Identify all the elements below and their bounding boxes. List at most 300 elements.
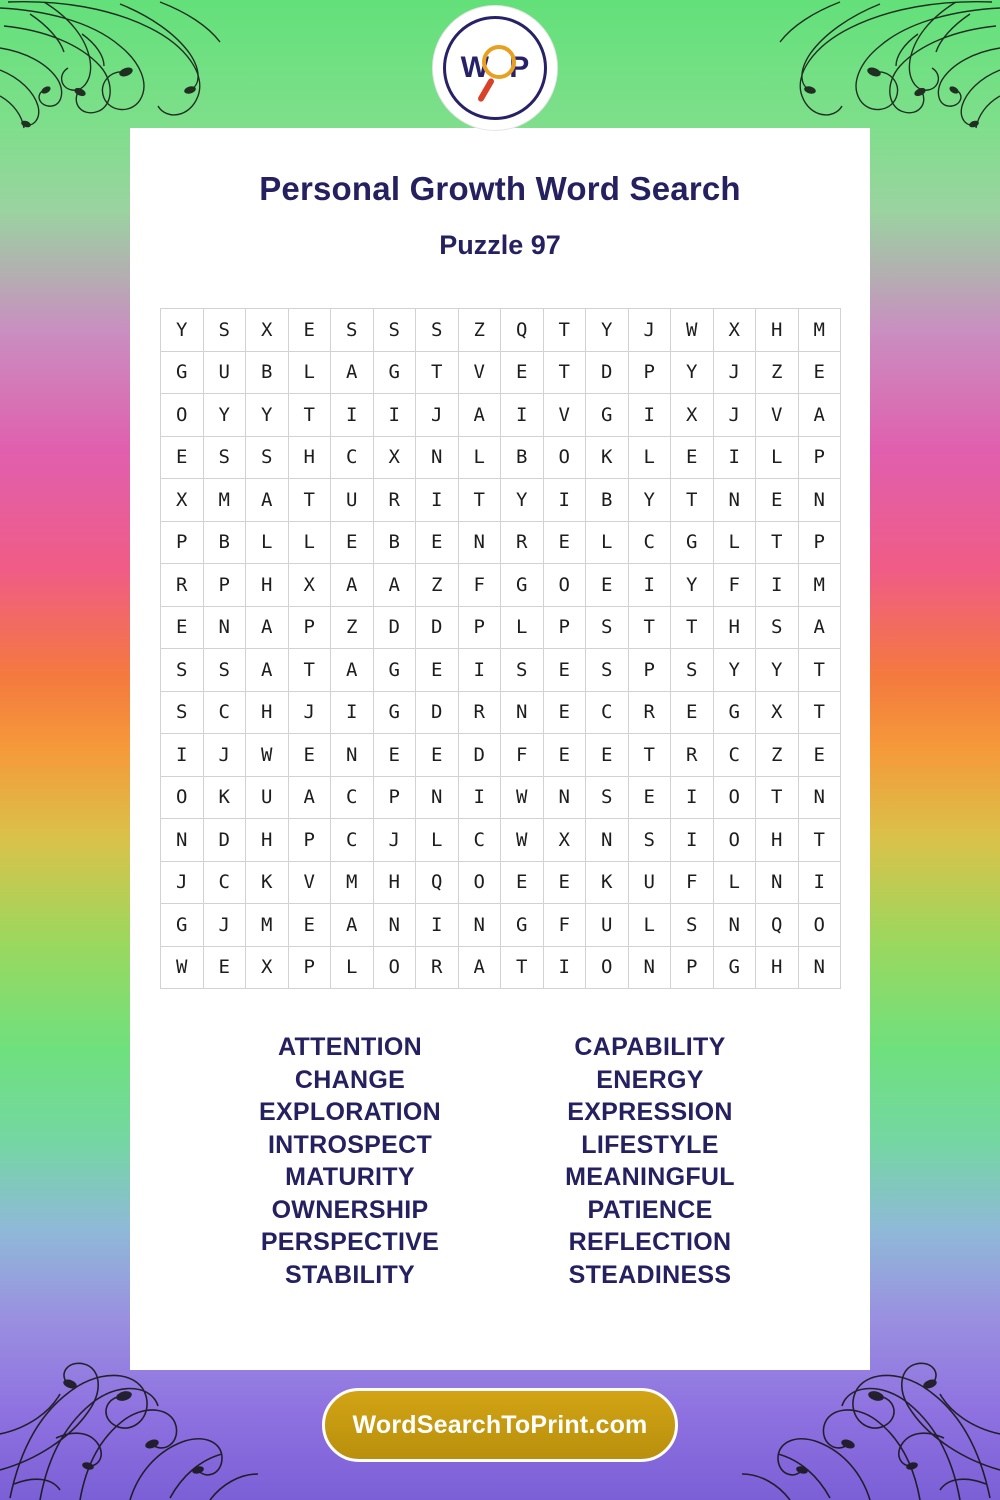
grid-cell[interactable]: U xyxy=(246,776,289,819)
grid-cell[interactable]: L xyxy=(416,819,459,862)
word-list-item: STABILITY xyxy=(284,1260,415,1289)
grid-cell[interactable]: N xyxy=(713,479,756,522)
grid-cell[interactable]: C xyxy=(331,819,374,862)
grid-cell[interactable]: L xyxy=(628,904,671,947)
grid-cell[interactable]: E xyxy=(543,691,586,734)
grid-cell[interactable]: G xyxy=(373,691,416,734)
grid-cell[interactable]: A xyxy=(331,649,374,692)
grid-cell[interactable]: O xyxy=(543,564,586,607)
grid-cell[interactable]: X xyxy=(288,564,331,607)
grid-cell[interactable]: H xyxy=(713,606,756,649)
grid-cell[interactable]: X xyxy=(713,309,756,352)
grid-cell[interactable]: H xyxy=(373,861,416,904)
grid-cell[interactable]: N xyxy=(798,946,841,989)
grid-cell[interactable]: J xyxy=(713,351,756,394)
grid-cell[interactable]: J xyxy=(628,309,671,352)
grid-cell[interactable]: C xyxy=(331,436,374,479)
word-search-grid xyxy=(160,308,840,989)
grid-cell[interactable]: S xyxy=(586,606,629,649)
grid-cell[interactable]: I xyxy=(373,394,416,437)
grid-cell[interactable]: D xyxy=(373,606,416,649)
grid-cell[interactable]: A xyxy=(331,904,374,947)
word-list-item: CAPABILITY xyxy=(574,1033,726,1061)
grid-cell[interactable]: W xyxy=(161,946,204,989)
grid-cell[interactable]: A xyxy=(331,564,374,607)
grid-cell[interactable]: X xyxy=(246,309,289,352)
grid-cell[interactable]: O xyxy=(543,436,586,479)
word-list-item: INTROSPECT xyxy=(267,1130,433,1159)
grid-cell[interactable]: D xyxy=(458,734,501,777)
grid-cell[interactable]: E xyxy=(416,521,459,564)
word-list-item: EXPRESSION xyxy=(567,1098,733,1126)
grid-cell[interactable]: L xyxy=(246,521,289,564)
grid-cell[interactable]: X xyxy=(756,691,799,734)
grid-cell[interactable]: D xyxy=(416,606,459,649)
grid-cell[interactable]: T xyxy=(628,734,671,777)
grid-cell[interactable]: S xyxy=(416,309,459,352)
logo-inner-ring xyxy=(443,16,547,120)
grid-cell[interactable]: Y xyxy=(203,394,246,437)
grid-cell[interactable]: F xyxy=(501,734,544,777)
grid-cell[interactable]: Y xyxy=(501,479,544,522)
grid-cell[interactable]: X xyxy=(373,436,416,479)
grid-cell[interactable]: U xyxy=(628,861,671,904)
grid-cell[interactable]: X xyxy=(246,946,289,989)
grid-cell[interactable]: E xyxy=(501,351,544,394)
grid-cell[interactable]: T xyxy=(543,351,586,394)
grid-cell[interactable]: E xyxy=(543,734,586,777)
word-list-item: LIFESTYLE xyxy=(581,1130,719,1159)
word-list-item: MEANINGFUL xyxy=(565,1163,735,1191)
grid-cell[interactable]: P xyxy=(373,776,416,819)
grid-cell[interactable]: A xyxy=(246,479,289,522)
grid-cell[interactable]: T xyxy=(798,691,841,734)
grid-cell[interactable]: M xyxy=(246,904,289,947)
grid-cell[interactable]: Y xyxy=(586,309,629,352)
grid-cell[interactable]: A xyxy=(373,564,416,607)
magnifier-lens-icon xyxy=(482,45,516,79)
grid-cell[interactable]: N xyxy=(373,904,416,947)
grid-cell[interactable]: X xyxy=(161,479,204,522)
grid-cell[interactable]: G xyxy=(161,351,204,394)
word-list-item: OWNERSHIP xyxy=(271,1195,429,1224)
grid-row xyxy=(161,479,841,522)
grid-cell[interactable]: I xyxy=(458,776,501,819)
grid-cell[interactable]: Z xyxy=(331,606,374,649)
grid-cell[interactable]: R xyxy=(458,691,501,734)
grid-cell[interactable]: C xyxy=(628,521,671,564)
grid-cell[interactable]: C xyxy=(458,819,501,862)
grid-cell[interactable]: I xyxy=(628,564,671,607)
grid-cell[interactable]: P xyxy=(798,436,841,479)
grid-cell[interactable]: I xyxy=(628,394,671,437)
grid-cell[interactable]: N xyxy=(756,861,799,904)
grid-cell[interactable]: A xyxy=(288,776,331,819)
grid-cell[interactable]: S xyxy=(203,309,246,352)
grid-row xyxy=(161,946,841,989)
grid-cell[interactable]: K xyxy=(246,861,289,904)
grid-cell[interactable]: O xyxy=(161,776,204,819)
grid-cell[interactable]: D xyxy=(416,691,459,734)
grid-cell[interactable]: A xyxy=(458,946,501,989)
word-list-item: MATURITY xyxy=(285,1163,415,1191)
grid-cell[interactable]: H xyxy=(756,819,799,862)
grid-cell[interactable]: F xyxy=(458,564,501,607)
grid-row xyxy=(161,351,841,394)
grid-cell[interactable]: T xyxy=(543,309,586,352)
grid-cell[interactable]: E xyxy=(288,734,331,777)
grid-cell[interactable]: W xyxy=(501,819,544,862)
word-list-right-column xyxy=(500,1031,800,1291)
word-list-item: CHANGE xyxy=(294,1065,406,1094)
grid-cell[interactable]: P xyxy=(288,819,331,862)
grid-cell[interactable]: N xyxy=(416,436,459,479)
grid-row xyxy=(161,819,841,862)
grid-cell[interactable]: E xyxy=(288,309,331,352)
grid-cell[interactable]: E xyxy=(416,649,459,692)
grid-cell[interactable]: B xyxy=(373,521,416,564)
puzzle-page xyxy=(130,128,870,1370)
grid-row xyxy=(161,734,841,777)
grid-cell[interactable]: L xyxy=(586,521,629,564)
grid-cell[interactable]: N xyxy=(416,776,459,819)
grid-cell[interactable]: R xyxy=(671,734,714,777)
grid-cell[interactable]: I xyxy=(458,649,501,692)
grid-cell[interactable]: C xyxy=(203,861,246,904)
grid-cell[interactable]: N xyxy=(501,691,544,734)
grid-cell[interactable]: W xyxy=(501,776,544,819)
grid-cell[interactable]: Q xyxy=(416,861,459,904)
grid-cell[interactable]: G xyxy=(713,946,756,989)
grid-cell[interactable]: S xyxy=(756,606,799,649)
grid-cell[interactable]: H xyxy=(246,691,289,734)
grid-cell[interactable]: L xyxy=(288,351,331,394)
grid-cell[interactable]: S xyxy=(161,691,204,734)
grid-cell[interactable]: A xyxy=(331,351,374,394)
grid-cell[interactable]: S xyxy=(501,649,544,692)
grid-cell[interactable]: H xyxy=(246,564,289,607)
grid-cell[interactable]: D xyxy=(586,351,629,394)
grid-cell[interactable]: T xyxy=(288,479,331,522)
grid-row xyxy=(161,309,841,352)
grid-cell[interactable]: U xyxy=(586,904,629,947)
grid-cell[interactable]: S xyxy=(586,649,629,692)
grid-cell[interactable]: L xyxy=(756,436,799,479)
grid-cell[interactable]: T xyxy=(288,394,331,437)
grid-cell[interactable]: Y xyxy=(713,649,756,692)
word-list-item: ATTENTION xyxy=(278,1033,422,1061)
grid-cell[interactable]: N xyxy=(543,776,586,819)
grid-cell[interactable]: K xyxy=(586,436,629,479)
website-button-label: WordSearchToPrint.com xyxy=(352,1410,648,1439)
grid-cell[interactable]: V xyxy=(543,394,586,437)
grid-cell[interactable]: X xyxy=(543,819,586,862)
grid-cell[interactable]: A xyxy=(798,606,841,649)
grid-cell[interactable]: F xyxy=(671,861,714,904)
grid-cell[interactable]: H xyxy=(288,436,331,479)
grid-cell[interactable]: O xyxy=(713,776,756,819)
grid-cell[interactable]: Y xyxy=(671,564,714,607)
logo-text: W P xyxy=(460,51,536,84)
grid-cell[interactable]: E xyxy=(331,521,374,564)
grid-cell[interactable]: H xyxy=(756,309,799,352)
grid-cell[interactable]: E xyxy=(671,436,714,479)
grid-row xyxy=(161,861,841,904)
grid-cell[interactable]: C xyxy=(713,734,756,777)
grid-cell[interactable]: L xyxy=(288,521,331,564)
word-list-item: STEADINESS xyxy=(568,1260,732,1289)
grid-cell[interactable]: G xyxy=(373,351,416,394)
grid-cell[interactable]: O xyxy=(373,946,416,989)
grid-cell[interactable]: N xyxy=(458,904,501,947)
grid-cell[interactable]: B xyxy=(501,436,544,479)
grid-cell[interactable]: G xyxy=(586,394,629,437)
grid-cell[interactable]: G xyxy=(713,691,756,734)
grid-cell[interactable]: E xyxy=(416,734,459,777)
grid-cell[interactable]: N xyxy=(586,819,629,862)
grid-cell[interactable]: Q xyxy=(756,904,799,947)
grid-cell[interactable]: Y xyxy=(671,351,714,394)
grid-cell[interactable]: L xyxy=(713,861,756,904)
grid-cell[interactable]: R xyxy=(161,564,204,607)
grid-cell[interactable]: E xyxy=(288,904,331,947)
grid-cell[interactable]: T xyxy=(671,606,714,649)
site-logo xyxy=(433,6,557,130)
grid-cell[interactable]: A xyxy=(798,394,841,437)
grid-cell[interactable]: C xyxy=(331,776,374,819)
grid-cell[interactable]: A xyxy=(246,606,289,649)
grid-cell[interactable]: L xyxy=(331,946,374,989)
grid-cell[interactable]: S xyxy=(331,309,374,352)
grid-cell[interactable]: E xyxy=(756,479,799,522)
grid-cell[interactable]: A xyxy=(458,394,501,437)
grid-cell[interactable]: O xyxy=(713,819,756,862)
grid-cell[interactable]: N xyxy=(203,606,246,649)
grid-cell[interactable]: P xyxy=(628,649,671,692)
grid-cell[interactable]: E xyxy=(671,691,714,734)
grid-cell[interactable]: S xyxy=(161,649,204,692)
grid-cell[interactable]: M xyxy=(331,861,374,904)
grid-row xyxy=(161,436,841,479)
grid-cell[interactable]: P xyxy=(798,521,841,564)
grid-cell[interactable]: G xyxy=(161,904,204,947)
grid-cell[interactable]: T xyxy=(416,351,459,394)
grid-row xyxy=(161,691,841,734)
grid-cell[interactable]: H xyxy=(246,819,289,862)
grid-cell[interactable]: P xyxy=(458,606,501,649)
grid-cell[interactable]: L xyxy=(458,436,501,479)
grid-row xyxy=(161,564,841,607)
grid-cell[interactable]: E xyxy=(543,649,586,692)
grid-cell[interactable]: L xyxy=(713,521,756,564)
grid-cell[interactable]: C xyxy=(203,691,246,734)
grid-cell[interactable]: Z xyxy=(458,309,501,352)
grid-cell[interactable]: O xyxy=(586,946,629,989)
grid-cell[interactable]: I xyxy=(416,904,459,947)
grid-cell[interactable]: O xyxy=(161,394,204,437)
word-list-item: PERSPECTIVE xyxy=(260,1228,440,1256)
grid-cell[interactable]: G xyxy=(671,521,714,564)
grid-cell[interactable]: T xyxy=(756,521,799,564)
grid-cell[interactable]: I xyxy=(501,394,544,437)
grid-cell[interactable]: P xyxy=(543,606,586,649)
grid-cell[interactable]: J xyxy=(713,394,756,437)
grid-cell[interactable]: D xyxy=(203,819,246,862)
grid-cell[interactable]: S xyxy=(671,649,714,692)
grid-cell[interactable]: S xyxy=(246,436,289,479)
grid-cell[interactable]: E xyxy=(203,946,246,989)
grid-cell[interactable]: I xyxy=(543,946,586,989)
grid-cell[interactable]: O xyxy=(458,861,501,904)
grid-cell[interactable]: S xyxy=(203,649,246,692)
grid-cell[interactable]: O xyxy=(798,904,841,947)
grid-cell[interactable]: T xyxy=(756,776,799,819)
grid-cell[interactable]: G xyxy=(373,649,416,692)
word-list-left-column xyxy=(200,1031,500,1291)
word-list-item: ENERGY xyxy=(596,1065,704,1094)
grid-cell[interactable]: U xyxy=(203,351,246,394)
grid-cell[interactable]: Z xyxy=(416,564,459,607)
grid-row xyxy=(161,521,841,564)
grid-cell[interactable]: E xyxy=(161,436,204,479)
grid-cell[interactable]: P xyxy=(161,521,204,564)
grid-row xyxy=(161,606,841,649)
word-list xyxy=(130,1031,870,1291)
grid-cell[interactable]: S xyxy=(373,309,416,352)
grid-cell[interactable]: T xyxy=(671,479,714,522)
grid-cell[interactable]: J xyxy=(373,819,416,862)
grid-cell[interactable]: Q xyxy=(501,309,544,352)
grid-cell[interactable]: Y xyxy=(246,394,289,437)
grid-cell[interactable]: K xyxy=(586,861,629,904)
grid-cell[interactable]: F xyxy=(713,564,756,607)
grid-cell[interactable]: I xyxy=(416,479,459,522)
grid-cell[interactable]: E xyxy=(501,861,544,904)
grid-cell[interactable]: V xyxy=(756,394,799,437)
grid-cell[interactable]: N xyxy=(331,734,374,777)
grid-cell[interactable]: J xyxy=(288,691,331,734)
grid-cell[interactable]: I xyxy=(671,776,714,819)
grid-cell[interactable]: I xyxy=(756,564,799,607)
grid-cell[interactable]: I xyxy=(161,734,204,777)
grid-cell[interactable]: E xyxy=(798,351,841,394)
grid-cell[interactable]: P xyxy=(288,946,331,989)
grid-cell[interactable]: B xyxy=(586,479,629,522)
grid-cell[interactable]: L xyxy=(501,606,544,649)
grid-cell[interactable]: T xyxy=(501,946,544,989)
grid-cell[interactable]: Y xyxy=(628,479,671,522)
grid-cell[interactable]: F xyxy=(543,904,586,947)
grid-row xyxy=(161,649,841,692)
grid-cell[interactable]: R xyxy=(501,521,544,564)
grid-cell[interactable]: N xyxy=(713,904,756,947)
grid-cell[interactable]: N xyxy=(458,521,501,564)
grid-cell[interactable]: G xyxy=(501,904,544,947)
grid-cell[interactable]: U xyxy=(331,479,374,522)
grid-cell[interactable]: I xyxy=(713,436,756,479)
grid-cell[interactable]: E xyxy=(161,606,204,649)
grid-cell[interactable]: N xyxy=(628,946,671,989)
grid-cell[interactable]: T xyxy=(458,479,501,522)
grid-cell[interactable]: T xyxy=(288,649,331,692)
grid-cell[interactable]: E xyxy=(586,734,629,777)
grid-cell[interactable]: S xyxy=(671,904,714,947)
grid-cell[interactable]: J xyxy=(203,734,246,777)
grid-cell[interactable]: E xyxy=(586,564,629,607)
grid-cell[interactable]: R xyxy=(628,691,671,734)
grid-cell[interactable]: J xyxy=(203,904,246,947)
grid-cell[interactable]: E xyxy=(628,776,671,819)
grid-cell[interactable]: W xyxy=(246,734,289,777)
grid-row xyxy=(161,904,841,947)
grid-cell[interactable]: K xyxy=(203,776,246,819)
grid-cell[interactable]: S xyxy=(586,776,629,819)
grid-cell[interactable]: J xyxy=(161,861,204,904)
grid-cell[interactable]: E xyxy=(543,521,586,564)
grid-cell[interactable]: H xyxy=(756,946,799,989)
grid-cell[interactable]: T xyxy=(798,649,841,692)
grid-cell[interactable]: M xyxy=(798,309,841,352)
grid-cell[interactable]: M xyxy=(798,564,841,607)
page-title: Personal Growth Word Search xyxy=(259,170,741,207)
grid-cell[interactable]: B xyxy=(203,521,246,564)
grid-cell[interactable]: I xyxy=(331,394,374,437)
grid-cell[interactable]: V xyxy=(288,861,331,904)
grid-cell[interactable]: P xyxy=(628,351,671,394)
grid-cell[interactable]: P xyxy=(288,606,331,649)
grid-cell[interactable]: P xyxy=(203,564,246,607)
grid-cell[interactable]: P xyxy=(671,946,714,989)
grid-row xyxy=(161,776,841,819)
grid-cell[interactable]: N xyxy=(798,479,841,522)
grid-cell[interactable]: S xyxy=(628,819,671,862)
grid-cell[interactable]: Y xyxy=(756,649,799,692)
grid-cell[interactable]: I xyxy=(671,819,714,862)
grid-cell[interactable]: C xyxy=(586,691,629,734)
grid-cell[interactable]: G xyxy=(501,564,544,607)
grid-cell[interactable]: M xyxy=(203,479,246,522)
grid-cell[interactable]: N xyxy=(161,819,204,862)
grid-cell[interactable]: T xyxy=(628,606,671,649)
grid-cell[interactable]: R xyxy=(373,479,416,522)
grid-cell[interactable]: A xyxy=(246,649,289,692)
grid-cell[interactable]: W xyxy=(671,309,714,352)
grid-cell[interactable]: J xyxy=(416,394,459,437)
grid-cell[interactable]: Z xyxy=(756,351,799,394)
grid-cell[interactable]: I xyxy=(798,861,841,904)
grid-cell[interactable]: I xyxy=(331,691,374,734)
grid-cell[interactable]: L xyxy=(628,436,671,479)
grid-cell[interactable]: S xyxy=(203,436,246,479)
grid-cell[interactable]: X xyxy=(671,394,714,437)
grid-cell[interactable]: E xyxy=(373,734,416,777)
word-list-item: REFLECTION xyxy=(568,1228,732,1256)
grid-cell[interactable]: T xyxy=(798,819,841,862)
grid-cell[interactable]: Y xyxy=(161,309,204,352)
word-list-item: EXPLORATION xyxy=(258,1098,441,1126)
grid-cell[interactable]: E xyxy=(543,861,586,904)
grid-cell[interactable]: I xyxy=(543,479,586,522)
grid-cell[interactable]: N xyxy=(798,776,841,819)
grid-cell[interactable]: R xyxy=(416,946,459,989)
grid-cell[interactable]: Z xyxy=(756,734,799,777)
grid-row xyxy=(161,394,841,437)
grid-cell[interactable]: B xyxy=(246,351,289,394)
grid-cell[interactable]: V xyxy=(458,351,501,394)
grid-cell[interactable]: E xyxy=(798,734,841,777)
website-button[interactable] xyxy=(322,1388,678,1462)
puzzle-number: Puzzle 97 xyxy=(439,230,561,260)
